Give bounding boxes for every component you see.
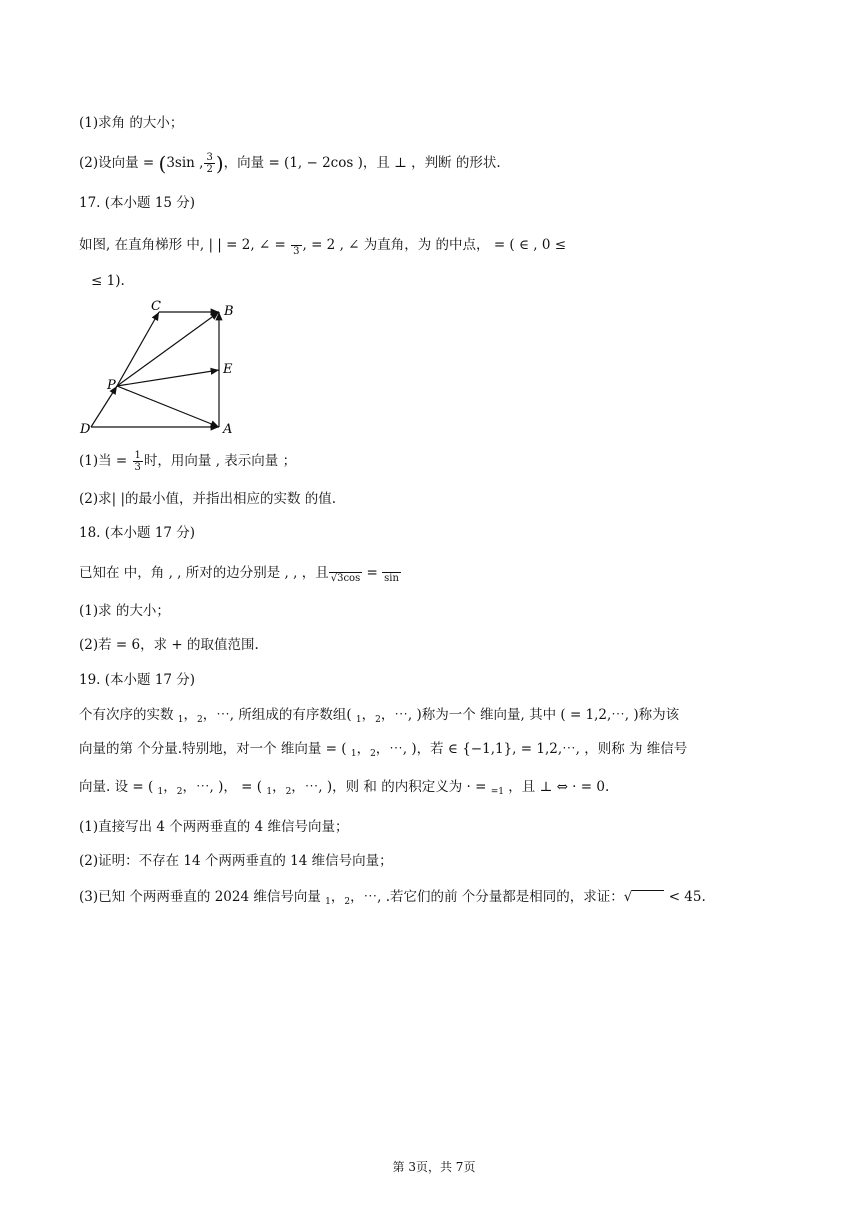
page-footer: 第 3页，共 7页	[392, 1160, 476, 1174]
vector-PA	[117, 386, 219, 427]
q19-line1: 个有次序的实数 $_1$，$_2$，⋯, 所组成的有序数组( $_1$，$_2$，⋯, )称为一个 维向量, 其中 ( = 1,2,⋯, )称为该	[79, 707, 680, 725]
q18-part2: (2)若 = 6，求 + 的取值范围.	[79, 637, 259, 653]
q18-title: 18. (本小题 17 分)	[79, 525, 196, 541]
q17-title: 17. (本小题 15 分)	[79, 195, 196, 211]
q19-part3: (3)已知 个两两垂直的 2024 维信号向量 $_1$，$_2$，⋯, .若它们的前 个分量都是相同的，求证：√ < 45.	[79, 889, 706, 907]
label-B: B	[224, 304, 234, 319]
label-C: C	[151, 300, 161, 314]
segment-PC	[117, 312, 159, 386]
vector-PE	[117, 370, 219, 386]
q16-part2: (2)设向量 = (3sin , $\frac{3}{2}$ )，向量 = (1, − 2cos )，且 ⊥ ，判断 的形状.	[79, 151, 501, 176]
label-P: P	[107, 378, 116, 393]
q19-line3: 向量. 设 = ( $_1$，$_2$，⋯, )， = ( $_1$，$_2$，⋯, )，则 和 的内积定义为 · = $_{=1}$ ，且 ⊥ ⇔ · = 0.	[79, 779, 610, 797]
fraction-pi-3: 3	[293, 246, 300, 257]
q17-stem: 如图, 在直角梯形 中, | | = 2, ∠ = 3 , = 2 , ∠ 为直角，为 的中点， = ( ∈ , 0 ≤	[79, 234, 566, 257]
q17-part2: (2)求| |的最小值，并指出相应的实数 的值.	[79, 491, 337, 507]
trapezoid-figure	[79, 300, 249, 440]
q18-stem: 已知在 中，角 , , 所对的边分别是 , , ，且 √3cos = sin	[79, 562, 401, 585]
q19-line2: 向量的第 个分量.特别地，对一个 维向量 = ( $_1$，$_2$，⋯, )，若 ∈ {−1,1}, = 1,2,⋯, ，则称 为 维信号	[79, 741, 688, 759]
label-D: D	[80, 422, 91, 437]
q19-title: 19. (本小题 17 分)	[79, 672, 196, 688]
q16-part1: (1)求角 的大小；	[79, 115, 184, 131]
q17-stem-cont: ≤ 1).	[91, 273, 125, 289]
label-E: E	[223, 362, 233, 377]
sqrt-symbol: √	[623, 889, 633, 905]
fraction-sqrt3cos: √3cos	[330, 573, 361, 584]
label-A: A	[223, 422, 233, 437]
fraction-1-3: $\frac{1}{3}$	[134, 450, 141, 473]
fraction-3-2: $\frac{3}{2}$	[206, 152, 213, 175]
q19-part2: (2)证明：不存在 14 个两两垂直的 14 维信号向量；	[79, 853, 393, 869]
sqrt-bar	[632, 890, 664, 905]
q19-part1: (1)直接写出 4 个两两垂直的 4 维信号向量；	[79, 819, 349, 835]
fraction-sin: sin	[384, 573, 399, 584]
q17-part1: (1)当 = $\frac{1}{3}$ 时，用向量 , 表示向量 ；	[79, 450, 297, 473]
vector-PB	[117, 312, 219, 386]
q18-part1: (1)求 的大小；	[79, 603, 170, 619]
